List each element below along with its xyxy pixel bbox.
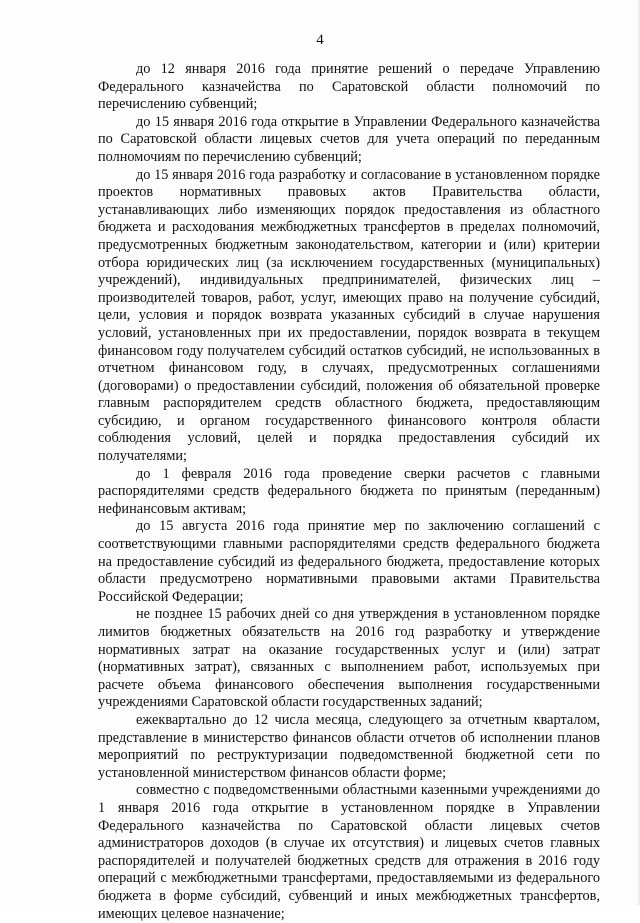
paragraph-2: до 15 января 2016 года открытие в Управлении Федерального казначейства по Саратовской области лицевых счетов для учета операций по переданным полномочиям по перечислению субвенций; (98, 113, 600, 165)
paragraph-3: до 15 января 2016 года разработку и согласование в установленном порядке проектов нормативных правовых актов Правительства области, устанавливающих либо изменяющих порядок предоставления из областного бюджета и расходования межбюджетных трансфертов в пределах полномочий, предусмотренных бюджетным законодательством, категории и (или) критерии отбора юридических лиц (за исключением государственных (муниципальных) учреждений), индивидуальных предпринимателей, физических лиц – производителей товаров, работ, услуг, имеющих право на получение субсидий, цели, условия и порядок возврата указанных субсидий в случае нарушения условий, установленных при их предоставлении, порядок возврата в текущем финансовом году получателем субсидий остатков субсидий, не использованных в отчетном финансовом году, в случаях, предусмотренных соглашениями (договорами) о предоставлении субсидий, положения об обязательной проверке главным распорядителем средств областного бюджета, предоставляющим субсидию, и органом государственного финансового контроля области соблюдения условий, целей и порядка предоставления субсидий их получателями; (98, 166, 600, 465)
paragraph-1: до 12 января 2016 года принятие решений о передаче Управлению Федерального казначейства по Саратовской области полномочий по перечислению субвенций; (98, 61, 600, 113)
paragraph-8: совместно с подведомственными областными казенными учреждениями до 1 января 2016 года открытие в установленном порядке в Управлении Федерального казначейства по Саратовской области лицевых счетов администраторов доходов (в случае их отсутствия) и лицевых счетов главных распорядителей и получателей бюджетных средств для отражения в 2016 году операций с межбюджетными трансфертами, предоставляемыми из федерального бюджета в форме субсидий, субвенций и иных межбюджетных трансфертов, имеющих целевое назначение; (98, 782, 600, 922)
paragraph-4: до 1 февраля 2016 года проведение сверки расчетов с главными распорядителями средств федерального бюджета по принятым (переданным) нефинансовым активам; (98, 465, 600, 517)
paragraph-6: не позднее 15 рабочих дней со дня утверждения в установленном порядке лимитов бюджетных обязательств на 2016 год разработку и утверждение нормативных затрат на оказание государственных услуг и (или) затрат (нормативных затрат), связанных с выполнением работ, используемых при расчете объема финансового обеспечения выполнения государственными учреждениями Саратовской области государственных заданий; (98, 606, 600, 711)
document-body (98, 61, 600, 923)
page-number: 4 (316, 32, 324, 48)
paragraph-5: до 15 августа 2016 года принятие мер по заключению соглашений с соответствующими главными распорядителями средств федерального бюджета на предоставление субсидий из федерального бюджета, предоставление которых области предусмотрено нормативными правовыми актами Правительства Российской Федерации; (98, 518, 600, 605)
paragraph-7: ежеквартально до 12 числа месяца, следующего за отчетным кварталом, представление в министерство финансов области отчетов об исполнении планов мероприятий по реструктуризации подведомственной бюджетной сети по установленной министерством финансов области форме; (98, 711, 600, 781)
